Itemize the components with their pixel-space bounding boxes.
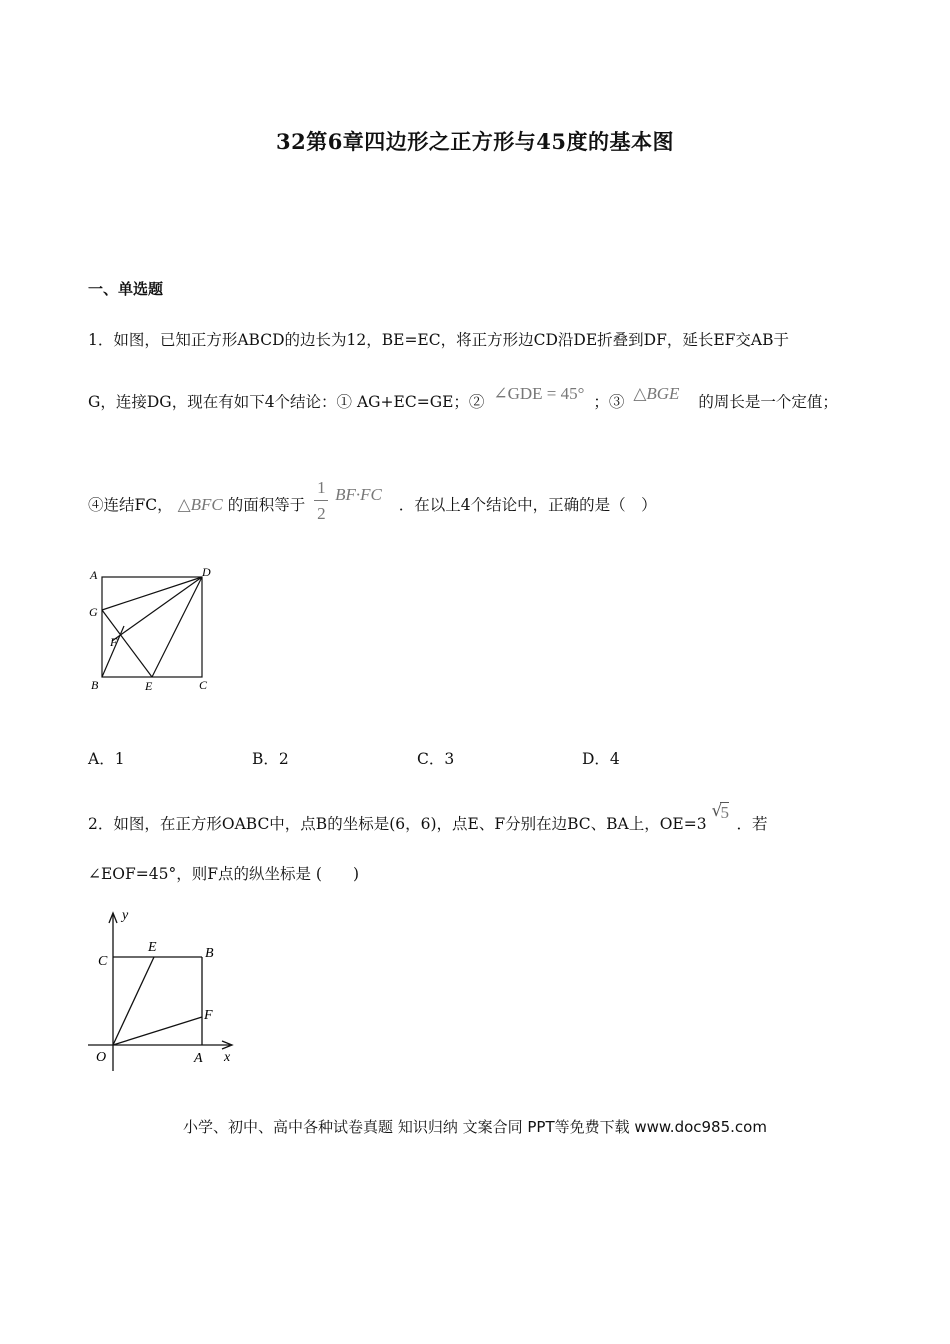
label-f: F: [110, 635, 118, 649]
fraction-numerator: 1: [317, 478, 326, 497]
square-abcd: [102, 577, 202, 677]
q1-line2-text-c: 的周长是一个定值；: [698, 393, 838, 411]
q1-triangle-bge: △BGE: [633, 384, 680, 403]
q1-line2: [88, 384, 838, 412]
segment-dg: [102, 577, 202, 610]
label-e: E: [145, 679, 153, 693]
q1-triangle-bfc: △BFC: [177, 495, 223, 514]
q2-sqrt: [711, 801, 732, 829]
segment-of: [113, 1017, 202, 1045]
label-o: O: [96, 1050, 107, 1065]
q1-square-figure: [86, 562, 216, 694]
q2-line1: [88, 801, 768, 834]
q1-option-a[interactable]: A．1: [88, 750, 125, 768]
segment-bf: [102, 626, 124, 677]
q1-line2-text-a: G，连接DG，现在有如下4个结论：① AG+EC=GE；②: [88, 393, 485, 411]
footer-text: 小学、初中、高中各种试卷真题 知识归纳 文案合同 PPT等免费下载 www.doc985.com: [183, 1118, 767, 1136]
label-e: E: [148, 940, 157, 955]
q1-line3-text-c: ．在以上4个结论中，正确的是（ ）: [398, 496, 657, 514]
q1-option-c[interactable]: C．3: [417, 750, 455, 768]
fraction-denominator: 2: [317, 504, 326, 523]
label-b: B: [91, 678, 99, 692]
label-g: G: [89, 605, 98, 619]
segment-df: [112, 577, 202, 641]
label-a: A: [194, 1051, 203, 1066]
q1-fraction-product: BF·FC: [335, 485, 382, 504]
q1-option-b[interactable]: B．2: [252, 750, 289, 768]
label-c: C: [98, 954, 108, 969]
label-c: C: [199, 678, 208, 692]
label-f: F: [204, 1008, 213, 1023]
label-a: A: [90, 568, 98, 582]
segment-de: [152, 577, 202, 677]
label-x: x: [224, 1050, 231, 1065]
page-title: 32第6章四边形之正方形与45度的基本图: [275, 129, 675, 154]
sqrt-sign-icon: √: [711, 801, 723, 821]
fraction-bar: [314, 500, 328, 501]
sqrt-radicand: 5: [720, 803, 730, 822]
label-y: y: [122, 908, 129, 923]
q1-line3: [88, 478, 657, 523]
q2-line1-text-b: ．若: [736, 815, 768, 833]
label-d: D: [202, 565, 211, 579]
q2-line2: ∠EOF=45°，则F点的纵坐标是 ( ): [88, 865, 360, 883]
section-heading: 一、单选题: [88, 280, 164, 298]
q1-option-d[interactable]: D．4: [582, 750, 620, 768]
q1-line1: 1．如图，已知正方形ABCD的边长为12，BE=EC，将正方形边CD沿DE折叠到DF，延长EF交AB于: [88, 331, 789, 349]
q2-line1-text-a: 2．如图，在正方形OABC中，点B的坐标是(6，6)，点E、F分别在边BC、BA上，OE=3: [88, 815, 707, 833]
q2-coordinate-figure: [82, 905, 242, 1077]
q1-angle-expression: ∠GDE = 45°: [493, 384, 585, 403]
q1-line2-text-b: ；③: [593, 393, 625, 411]
q1-line3-text-a: ④连结FC，: [88, 496, 173, 514]
label-b: B: [205, 946, 214, 961]
q1-line3-text-b: 的面积等于: [227, 496, 306, 514]
segment-oe: [113, 957, 154, 1045]
